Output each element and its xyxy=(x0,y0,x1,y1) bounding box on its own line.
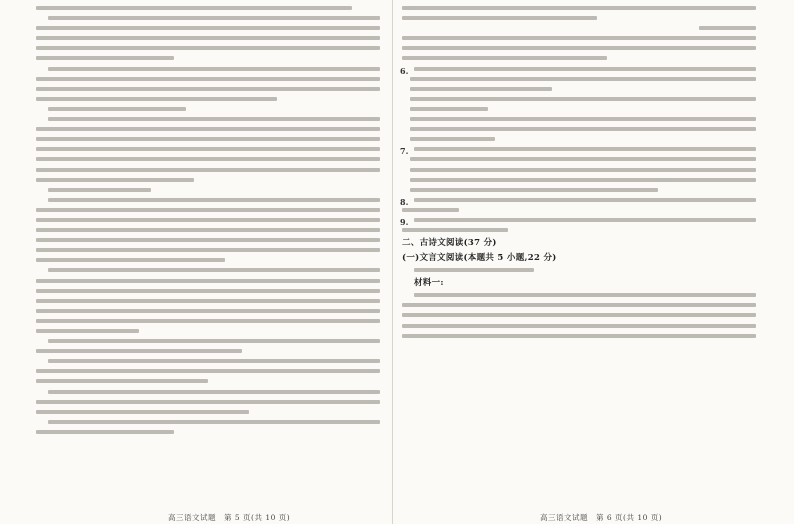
paragraph xyxy=(36,198,380,263)
right-page xyxy=(402,6,756,520)
subsection-title: (一)文言文阅读(本题共 5 小题,22 分) xyxy=(402,253,557,264)
question-6: 6. xyxy=(402,67,756,142)
passage-end xyxy=(402,6,756,20)
page-fold xyxy=(392,0,393,524)
paragraph xyxy=(36,107,380,111)
page-footer: 高三语文试题 第 6 页(共 10 页) xyxy=(540,513,663,522)
left-page xyxy=(36,6,380,520)
page-footer: 高三语文试题 第 5 页(共 10 页) xyxy=(168,513,291,522)
paragraph xyxy=(36,420,380,434)
paragraph xyxy=(36,268,380,333)
paragraph xyxy=(36,359,380,383)
question-8: 8. xyxy=(402,198,756,212)
question-9: 9. xyxy=(402,218,756,232)
source-note xyxy=(402,26,756,30)
option-d[interactable] xyxy=(410,127,756,131)
material-text xyxy=(402,293,756,337)
question-7: 7. xyxy=(402,147,756,191)
paragraph xyxy=(36,339,380,353)
option-c[interactable] xyxy=(410,178,756,182)
option-a[interactable] xyxy=(410,157,756,161)
section-title: 二、古诗文阅读(37 分) xyxy=(402,238,497,249)
option-c[interactable] xyxy=(410,117,756,121)
material-label: 材料一: xyxy=(414,278,444,289)
option-a[interactable] xyxy=(410,77,756,81)
option-b[interactable] xyxy=(410,97,756,101)
option-b[interactable] xyxy=(410,168,756,172)
paragraph xyxy=(36,16,380,60)
paragraph xyxy=(36,390,380,414)
paragraph xyxy=(36,67,380,101)
paragraph xyxy=(36,188,380,192)
paragraph xyxy=(36,117,380,182)
annotation xyxy=(402,36,756,60)
reading-instruction xyxy=(402,268,756,272)
option-d[interactable] xyxy=(410,188,658,192)
paragraph xyxy=(36,6,380,10)
